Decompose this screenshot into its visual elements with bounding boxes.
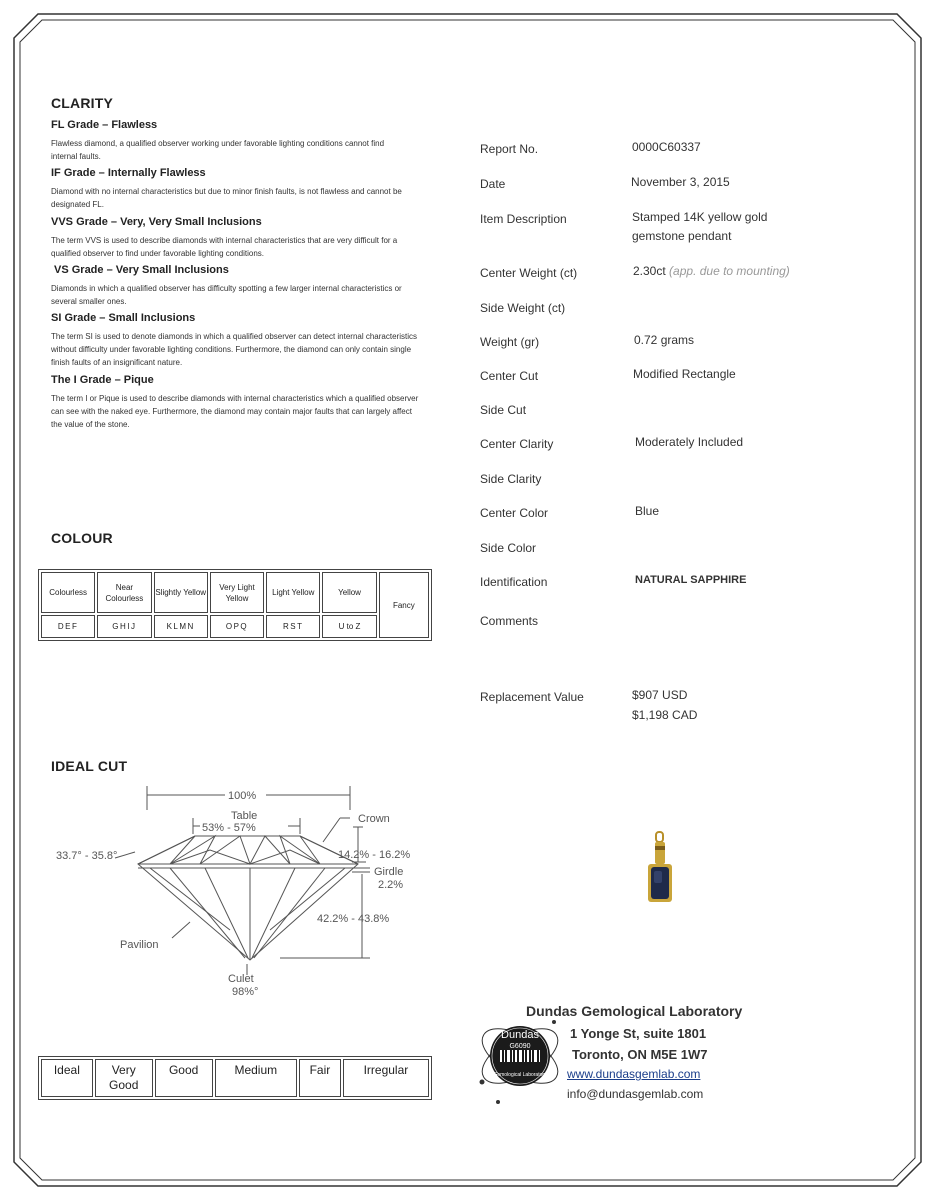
seal-bottom-text: Gemological Laboratory [493, 1072, 547, 1078]
ideal-cut-heading: IDEAL CUT [51, 758, 128, 774]
grade-title: IF Grade – Internally Flawless [51, 167, 206, 179]
report-label: Item Description [480, 212, 567, 226]
replacement-value-label: Replacement Value [480, 690, 584, 704]
grade-title: The I Grade – Pique [51, 374, 154, 386]
crown-height-label: 14.2% - 16.2% [338, 849, 411, 861]
colour-name-cell: Slightly Yellow [154, 572, 208, 613]
report-label: Center Clarity [480, 437, 554, 451]
grade-title: VVS Grade – Very, Very Small Inclusions [51, 216, 262, 228]
lab-address-line2: Toronto, ON M5E 1W7 [572, 1047, 708, 1062]
crown-angle-label: 33.7° - 35.8° [56, 850, 118, 862]
grade-title: FL Grade – Flawless [51, 119, 158, 131]
grade-description: Flawless diamond, a qualified observer working under favorable lighting conditions cannot find internal faults. [51, 139, 385, 161]
cut-grade-cell: Medium [215, 1059, 297, 1097]
report-label: Center Color [480, 506, 549, 520]
total-width-label: 100% [228, 790, 257, 802]
colour-letters-cell: U to Z [322, 615, 376, 638]
lab-website-link[interactable]: www.dundasgemlab.com [567, 1067, 701, 1081]
lab-email: info@dundasgemlab.com [567, 1087, 704, 1101]
table-percent-label: 53% - 57% [202, 822, 256, 834]
sapphire-pendant-photo [640, 828, 680, 916]
colour-name-cell: Colourless [41, 572, 95, 613]
grade-description: The term I or Pique is used to describe diamonds with internal characteristics which a qualified observer can see with the naked eye. Furthermore, the diamond may contain major faults that can largely affect the value of the stone. [51, 394, 419, 429]
report-label: Center Cut [480, 369, 539, 383]
grade-title: SI Grade – Small Inclusions [51, 312, 196, 324]
cut-grade-cell: Good [155, 1059, 213, 1097]
cut-grade-scale [38, 1056, 432, 1100]
grade-description: Diamond with no internal characteristics but due to minor finish faults, is not flawless and cannot be designated FL. [51, 187, 402, 209]
replacement-cad: $1,198 CAD [632, 708, 698, 722]
report-label: Report No. [480, 142, 539, 156]
report-value: Blue [635, 504, 660, 518]
report-label: Comments [480, 614, 539, 628]
report-value: 0000C60337 [632, 140, 701, 154]
girdle-percent-label: 2.2% [378, 879, 404, 891]
culet-percent-label: 98%° [232, 986, 259, 998]
report-label: Side Color [480, 541, 537, 555]
report-value: Modified Rectangle [633, 367, 736, 381]
grade-description: The term VVS is used to describe diamonds with internal characteristics that are very difficult for a qualified observer to find under favorable lighting conditions. [51, 236, 398, 258]
report-value: NATURAL SAPPHIRE [635, 574, 747, 586]
report-value: November 3, 2015 [631, 175, 730, 189]
pavilion-depth-label: 42.2% - 43.8% [317, 913, 390, 925]
girdle-label: Girdle [374, 866, 404, 878]
report-label: Side Clarity [480, 472, 542, 486]
replacement-usd: $907 USD [632, 688, 688, 702]
lab-address-line1: 1 Yonge St, suite 1801 [570, 1026, 707, 1041]
report-label: Center Weight (ct) [480, 266, 578, 280]
colour-letters-cell: GHIJ [97, 615, 151, 638]
colour-letters-cell: OPQ [210, 615, 264, 638]
diamond-proportions-diagram [40, 780, 440, 1005]
table-label: Table [231, 810, 258, 822]
colour-heading: COLOUR [51, 530, 113, 546]
center-weight-value: 2.30ct [633, 264, 666, 278]
report-value: Stamped 14K yellow gold gemstone pendant [632, 210, 768, 243]
colour-name-cell: Very Light Yellow [210, 572, 264, 613]
cut-grade-cell: Irregular [343, 1059, 429, 1097]
crown-label: Crown [358, 813, 390, 825]
report-value: Moderately Included [635, 435, 744, 449]
seal-code-text: G6090 [509, 1043, 531, 1050]
cut-grade-cell: Fair [299, 1059, 341, 1097]
center-weight-note: (app. due to mounting) [669, 264, 790, 278]
grade-title: VS Grade – Very Small Inclusions [54, 264, 229, 276]
report-label: Date [480, 177, 506, 191]
report-label: Weight (gr) [480, 335, 540, 349]
report-value [633, 262, 790, 281]
report-label: Identification [480, 575, 548, 589]
pavilion-label: Pavilion [120, 939, 159, 951]
culet-label: Culet [228, 973, 254, 985]
seal-top-text: Dundas [501, 1029, 539, 1041]
cut-grade-cell: Ideal [41, 1059, 93, 1097]
colour-name-cell: Light Yellow [266, 572, 320, 613]
clarity-heading: CLARITY [51, 95, 114, 111]
colour-name-cell: Near Colourless [97, 572, 151, 613]
cut-grade-cell: Very Good [95, 1059, 153, 1097]
colour-letters-cell: KLMN [154, 615, 208, 638]
colour-letters-cell: DEF [41, 615, 95, 638]
grade-description: Diamonds in which a qualified observer has difficulty spotting a few larger internal characteristics or several smaller ones. [51, 284, 402, 306]
report-label: Side Cut [480, 403, 527, 417]
colour-letters-cell: RST [266, 615, 320, 638]
grade-description: The term SI is used to denote diamonds in which a qualified observer can detect internal characteristics without difficulty under favorable lighting conditions. Furthermore, the diamond can only contain single finish faults of an insignificant nature. [51, 332, 417, 367]
colour-name-cell: Fancy [379, 572, 429, 638]
colour-scale-table [38, 569, 432, 641]
colour-name-cell: Yellow [322, 572, 376, 613]
lab-name: Dundas Gemological Laboratory [526, 1003, 743, 1019]
report-label: Side Weight (ct) [480, 301, 566, 315]
report-value: 0.72 grams [634, 333, 695, 347]
